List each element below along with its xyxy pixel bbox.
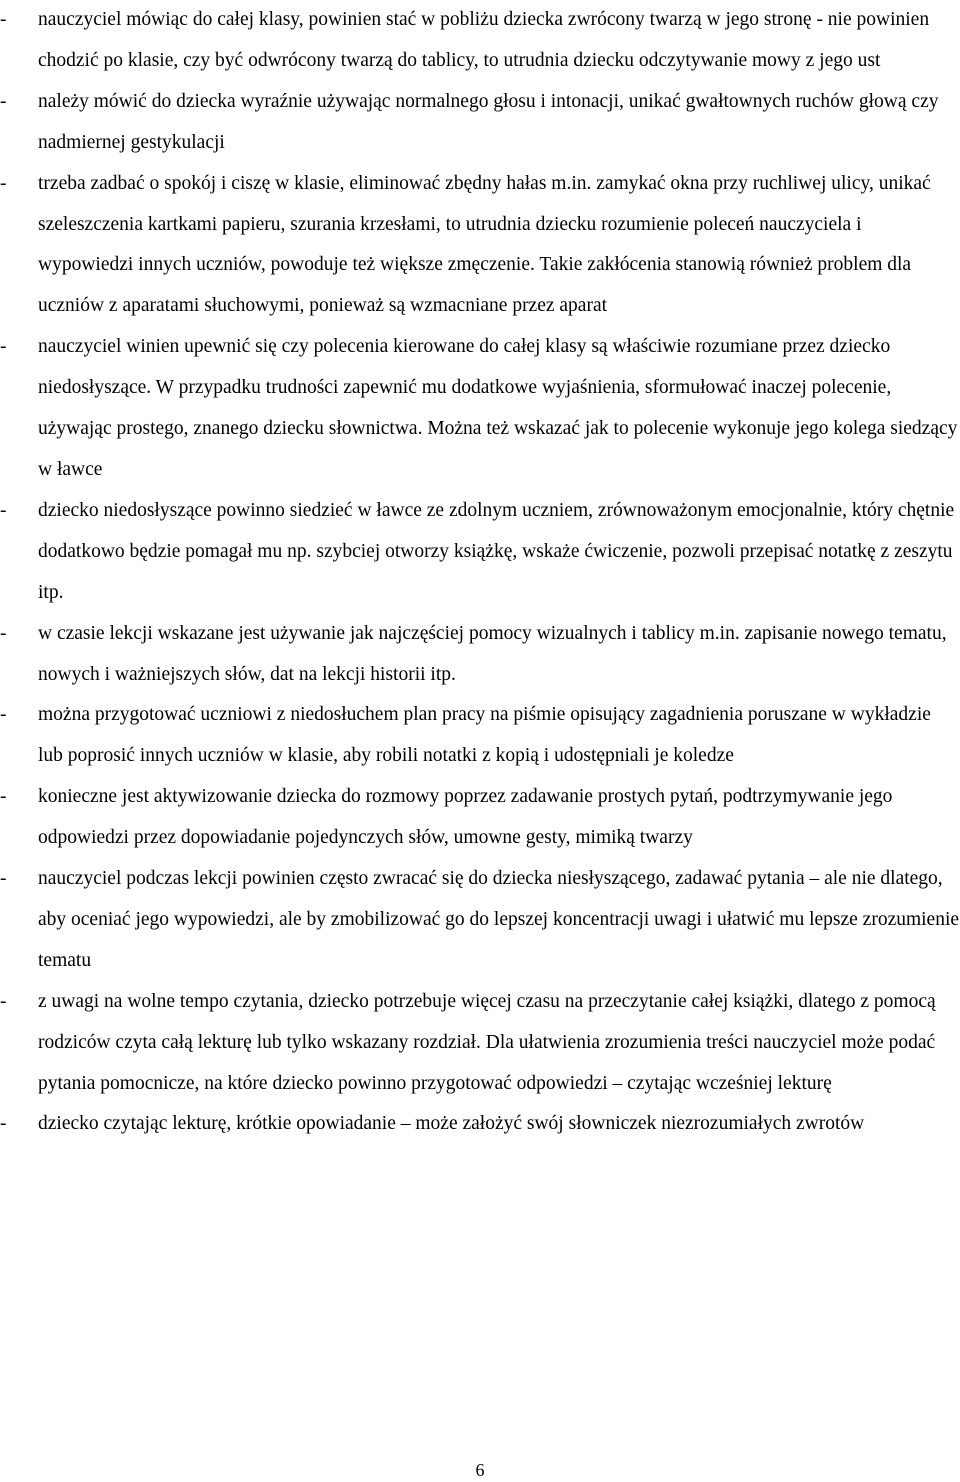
list-item-text: z uwagi na wolne tempo czytania, dziecko potrzebuje więcej czasu na przeczytanie całej książki, dlatego z pomocą rodziców czyta całą lekturę lub tylko wskazany rozdział. Dla ułatwienia zrozumienia treści nauczyciel może podać pytania pomocnicze, na które dziecko powinno przygotować odpowiedzi – czytając wcześniej lekturę	[38, 990, 936, 1094]
page-number: 6	[475, 1460, 485, 1480]
list-item-text: nauczyciel mówiąc do całej klasy, powinien stać w pobliżu dziecka zwrócony twarzą w jego stronę - nie powinien chodzić po klasie, czy być odwrócony twarzą do tablicy, to utrudnia dziecku odczytywanie mowy z jego ust	[38, 9, 930, 71]
list-item-text: konieczne jest aktywizowanie dziecka do rozmowy poprzez zadawanie prostych pytań, podtrzymywanie jego odpowiedzi przez dopowiadanie pojedynczych słów, umowne gesty, mimiką twarzy	[38, 786, 893, 849]
list-item-text: można przygotować uczniowi z niedosłuchem plan pracy na piśmie opisujący zagadnienia poruszane w wykładzie lub poprosić innych uczniów w klasie, aby robili notatki z kopią i udostępniali je koledze	[38, 704, 931, 767]
bullet-dash: -	[0, 868, 7, 890]
list-item	[0, 614, 960, 696]
list-item-text: dziecko niedosłyszące powinno siedzieć w ławce ze zdolnym uczniem, zrównoważonym emocjonalnie, który chętnie dodatkowo będzie pomagał mu np. szybciej otworzy książkę, wskaże ćwiczenie, pozwoli przepisać notatkę z zeszytu itp.	[38, 499, 955, 603]
bullet-dash: -	[0, 1113, 7, 1135]
list-item	[0, 164, 960, 328]
list-item	[0, 982, 960, 1105]
list-item-text: trzeba zadbać o spokój i ciszę w klasie, eliminować zbędny hałas m.in. zamykać okna przy ruchliwej ulicy, unikać szeleszczenia kartkami papieru, szurania krzesłami, to utrudnia dziecku rozumienie poleceń nauczyciela i wypowiedzi innych uczniów, powoduje też większe zmęczenie. Takie zakłócenia stanowią również problem dla uczniów z aparatami słuchowymi, ponieważ są wzmacniane przez aparat	[38, 172, 931, 317]
list-item-text: należy mówić do dziecka wyraźnie używając normalnego głosu i intonacji, unikać gwałtownych ruchów głową czy nadmiernej gestykulacji	[38, 90, 939, 153]
bullet-dash: -	[0, 786, 7, 808]
list-item	[0, 327, 960, 491]
list-item	[0, 82, 960, 164]
list-item	[0, 1104, 960, 1145]
list-item	[0, 695, 960, 777]
bullet-dash: -	[0, 499, 7, 521]
list-item-text: nauczyciel winien upewnić się czy polecenia kierowane do całej klasy są właściwie rozumiane przez dziecko niedosłyszące. W przypadku trudności zapewnić mu dodatkowe wyjaśnienia, sformułować inaczej polecenie, używając prostego, znanego dziecku słownictwa. Można też wskazać jak to polecenie wykonuje jego kolega siedzący w ławce	[38, 336, 958, 480]
bullet-dash: -	[0, 9, 7, 30]
list-item	[0, 0, 960, 82]
bullet-dash: -	[0, 990, 7, 1012]
bullet-dash: -	[0, 622, 7, 644]
bullet-dash: -	[0, 704, 7, 726]
bullet-dash: -	[0, 90, 7, 112]
list-item-text: w czasie lekcji wskazane jest używanie jak najczęściej pomocy wizualnych i tablicy m.in. zapisanie nowego tematu, nowych i ważniejszych słów, dat na lekcji historii itp.	[38, 622, 947, 685]
list-item-text: nauczyciel podczas lekcji powinien często zwracać się do dziecka niesłyszącego, zadawać pytania – ale nie dlatego, aby oceniać jego wypowiedzi, ale by zmobilizować go do lepszej koncentracji uwagi i ułatwić mu lepsze zrozumienie tematu	[38, 868, 960, 971]
list-item-text: dziecko czytając lekturę, krótkie opowiadanie – może założyć swój słowniczek niezrozumiałych zwrotów	[38, 1113, 865, 1135]
list-item	[0, 859, 960, 982]
bullet-dash: -	[0, 336, 7, 358]
list-item	[0, 777, 960, 859]
bullet-dash: -	[0, 172, 7, 194]
list-item	[0, 491, 960, 614]
